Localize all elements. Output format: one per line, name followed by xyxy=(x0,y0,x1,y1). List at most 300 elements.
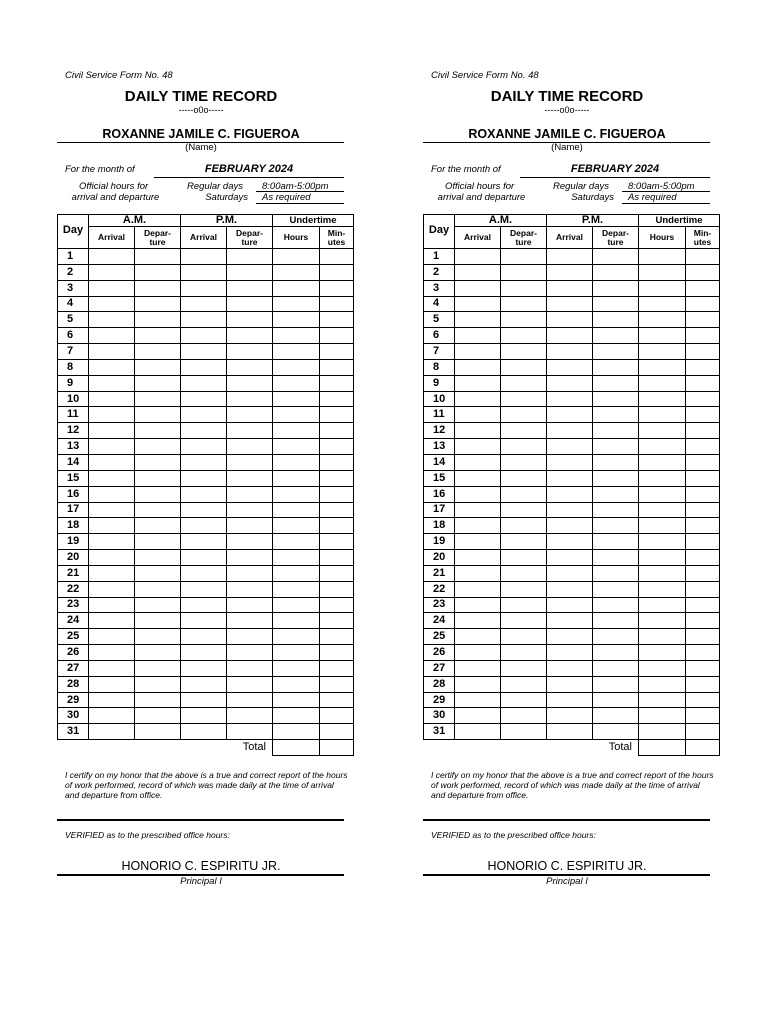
undertime-minutes-cell[interactable] xyxy=(686,312,720,328)
am-departure-cell[interactable] xyxy=(135,359,181,375)
am-departure-cell[interactable] xyxy=(135,597,181,613)
undertime-hours-cell[interactable] xyxy=(273,375,320,391)
undertime-hours-cell[interactable] xyxy=(639,565,686,581)
undertime-minutes-cell[interactable] xyxy=(686,676,720,692)
am-arrival-cell[interactable] xyxy=(455,486,501,502)
am-arrival-cell[interactable] xyxy=(455,264,501,280)
am-arrival-cell[interactable] xyxy=(455,565,501,581)
undertime-hours-cell[interactable] xyxy=(273,724,320,740)
am-departure-cell[interactable] xyxy=(501,534,547,550)
am-arrival-cell[interactable] xyxy=(89,391,135,407)
undertime-minutes-cell[interactable] xyxy=(686,296,720,312)
undertime-minutes-cell[interactable] xyxy=(320,407,354,423)
am-departure-cell[interactable] xyxy=(501,645,547,661)
am-departure-cell[interactable] xyxy=(501,280,547,296)
pm-departure-cell[interactable] xyxy=(593,344,639,360)
pm-arrival-cell[interactable] xyxy=(547,502,593,518)
undertime-minutes-cell[interactable] xyxy=(686,724,720,740)
pm-departure-cell[interactable] xyxy=(593,708,639,724)
am-arrival-cell[interactable] xyxy=(455,692,501,708)
am-arrival-cell[interactable] xyxy=(89,629,135,645)
am-arrival-cell[interactable] xyxy=(455,660,501,676)
undertime-minutes-cell[interactable] xyxy=(320,518,354,534)
pm-arrival-cell[interactable] xyxy=(547,613,593,629)
am-arrival-cell[interactable] xyxy=(89,439,135,455)
pm-arrival-cell[interactable] xyxy=(181,660,227,676)
am-departure-cell[interactable] xyxy=(501,375,547,391)
pm-departure-cell[interactable] xyxy=(593,264,639,280)
undertime-hours-cell[interactable] xyxy=(273,391,320,407)
am-arrival-cell[interactable] xyxy=(455,597,501,613)
pm-arrival-cell[interactable] xyxy=(547,391,593,407)
am-arrival-cell[interactable] xyxy=(89,724,135,740)
am-departure-cell[interactable] xyxy=(135,423,181,439)
pm-arrival-cell[interactable] xyxy=(181,407,227,423)
pm-arrival-cell[interactable] xyxy=(181,581,227,597)
undertime-hours-cell[interactable] xyxy=(273,692,320,708)
undertime-hours-cell[interactable] xyxy=(273,629,320,645)
pm-arrival-cell[interactable] xyxy=(181,454,227,470)
pm-departure-cell[interactable] xyxy=(227,391,273,407)
am-departure-cell[interactable] xyxy=(135,645,181,661)
pm-arrival-cell[interactable] xyxy=(547,692,593,708)
am-departure-cell[interactable] xyxy=(501,486,547,502)
undertime-hours-cell[interactable] xyxy=(639,391,686,407)
am-arrival-cell[interactable] xyxy=(89,534,135,550)
pm-arrival-cell[interactable] xyxy=(547,264,593,280)
undertime-hours-cell[interactable] xyxy=(639,375,686,391)
pm-departure-cell[interactable] xyxy=(593,486,639,502)
pm-departure-cell[interactable] xyxy=(593,550,639,566)
am-departure-cell[interactable] xyxy=(501,724,547,740)
undertime-hours-cell[interactable] xyxy=(273,312,320,328)
pm-departure-cell[interactable] xyxy=(227,645,273,661)
pm-arrival-cell[interactable] xyxy=(181,439,227,455)
pm-arrival-cell[interactable] xyxy=(181,249,227,265)
am-arrival-cell[interactable] xyxy=(89,597,135,613)
undertime-minutes-cell[interactable] xyxy=(320,660,354,676)
pm-departure-cell[interactable] xyxy=(227,660,273,676)
am-arrival-cell[interactable] xyxy=(455,375,501,391)
undertime-hours-cell[interactable] xyxy=(639,470,686,486)
pm-departure-cell[interactable] xyxy=(227,486,273,502)
undertime-minutes-cell[interactable] xyxy=(320,328,354,344)
pm-arrival-cell[interactable] xyxy=(181,423,227,439)
am-departure-cell[interactable] xyxy=(501,439,547,455)
pm-departure-cell[interactable] xyxy=(593,423,639,439)
undertime-minutes-cell[interactable] xyxy=(320,613,354,629)
undertime-hours-cell[interactable] xyxy=(639,328,686,344)
am-arrival-cell[interactable] xyxy=(89,581,135,597)
pm-arrival-cell[interactable] xyxy=(547,359,593,375)
pm-arrival-cell[interactable] xyxy=(547,439,593,455)
am-arrival-cell[interactable] xyxy=(89,518,135,534)
pm-departure-cell[interactable] xyxy=(593,518,639,534)
am-departure-cell[interactable] xyxy=(135,565,181,581)
undertime-minutes-cell[interactable] xyxy=(320,581,354,597)
pm-departure-cell[interactable] xyxy=(593,645,639,661)
am-arrival-cell[interactable] xyxy=(89,296,135,312)
pm-departure-cell[interactable] xyxy=(227,581,273,597)
pm-arrival-cell[interactable] xyxy=(547,708,593,724)
pm-arrival-cell[interactable] xyxy=(181,534,227,550)
pm-departure-cell[interactable] xyxy=(227,550,273,566)
pm-arrival-cell[interactable] xyxy=(547,534,593,550)
pm-departure-cell[interactable] xyxy=(227,613,273,629)
pm-arrival-cell[interactable] xyxy=(181,486,227,502)
pm-departure-cell[interactable] xyxy=(227,724,273,740)
undertime-hours-cell[interactable] xyxy=(639,486,686,502)
pm-arrival-cell[interactable] xyxy=(547,470,593,486)
undertime-hours-cell[interactable] xyxy=(273,645,320,661)
total-minutes-cell[interactable] xyxy=(686,740,720,756)
undertime-hours-cell[interactable] xyxy=(273,550,320,566)
undertime-minutes-cell[interactable] xyxy=(686,328,720,344)
pm-departure-cell[interactable] xyxy=(593,581,639,597)
undertime-hours-cell[interactable] xyxy=(639,407,686,423)
am-departure-cell[interactable] xyxy=(135,534,181,550)
pm-arrival-cell[interactable] xyxy=(547,486,593,502)
undertime-minutes-cell[interactable] xyxy=(320,534,354,550)
pm-departure-cell[interactable] xyxy=(227,565,273,581)
undertime-minutes-cell[interactable] xyxy=(686,470,720,486)
undertime-minutes-cell[interactable] xyxy=(320,454,354,470)
am-departure-cell[interactable] xyxy=(501,676,547,692)
undertime-minutes-cell[interactable] xyxy=(686,550,720,566)
undertime-minutes-cell[interactable] xyxy=(686,486,720,502)
pm-arrival-cell[interactable] xyxy=(181,502,227,518)
undertime-hours-cell[interactable] xyxy=(273,280,320,296)
am-arrival-cell[interactable] xyxy=(455,724,501,740)
pm-arrival-cell[interactable] xyxy=(181,328,227,344)
am-arrival-cell[interactable] xyxy=(89,454,135,470)
am-arrival-cell[interactable] xyxy=(455,312,501,328)
am-departure-cell[interactable] xyxy=(501,660,547,676)
pm-arrival-cell[interactable] xyxy=(181,613,227,629)
pm-arrival-cell[interactable] xyxy=(547,565,593,581)
undertime-hours-cell[interactable] xyxy=(273,597,320,613)
undertime-minutes-cell[interactable] xyxy=(686,502,720,518)
pm-arrival-cell[interactable] xyxy=(181,470,227,486)
pm-arrival-cell[interactable] xyxy=(181,676,227,692)
undertime-hours-cell[interactable] xyxy=(273,470,320,486)
pm-departure-cell[interactable] xyxy=(593,296,639,312)
pm-arrival-cell[interactable] xyxy=(181,344,227,360)
pm-departure-cell[interactable] xyxy=(227,470,273,486)
am-arrival-cell[interactable] xyxy=(89,423,135,439)
undertime-hours-cell[interactable] xyxy=(273,407,320,423)
undertime-minutes-cell[interactable] xyxy=(320,249,354,265)
am-departure-cell[interactable] xyxy=(501,613,547,629)
undertime-minutes-cell[interactable] xyxy=(686,439,720,455)
pm-arrival-cell[interactable] xyxy=(547,423,593,439)
am-departure-cell[interactable] xyxy=(135,502,181,518)
pm-departure-cell[interactable] xyxy=(593,328,639,344)
am-arrival-cell[interactable] xyxy=(89,407,135,423)
undertime-hours-cell[interactable] xyxy=(273,423,320,439)
undertime-minutes-cell[interactable] xyxy=(686,454,720,470)
am-departure-cell[interactable] xyxy=(501,312,547,328)
pm-arrival-cell[interactable] xyxy=(547,676,593,692)
am-arrival-cell[interactable] xyxy=(455,470,501,486)
am-arrival-cell[interactable] xyxy=(89,312,135,328)
am-departure-cell[interactable] xyxy=(501,296,547,312)
am-departure-cell[interactable] xyxy=(135,249,181,265)
am-arrival-cell[interactable] xyxy=(89,660,135,676)
am-arrival-cell[interactable] xyxy=(455,328,501,344)
undertime-hours-cell[interactable] xyxy=(273,676,320,692)
am-arrival-cell[interactable] xyxy=(455,518,501,534)
undertime-hours-cell[interactable] xyxy=(273,581,320,597)
am-departure-cell[interactable] xyxy=(501,470,547,486)
pm-departure-cell[interactable] xyxy=(227,249,273,265)
am-departure-cell[interactable] xyxy=(135,708,181,724)
am-departure-cell[interactable] xyxy=(501,454,547,470)
pm-departure-cell[interactable] xyxy=(227,264,273,280)
am-departure-cell[interactable] xyxy=(501,597,547,613)
pm-departure-cell[interactable] xyxy=(227,407,273,423)
am-arrival-cell[interactable] xyxy=(89,613,135,629)
undertime-hours-cell[interactable] xyxy=(273,296,320,312)
am-departure-cell[interactable] xyxy=(135,724,181,740)
undertime-minutes-cell[interactable] xyxy=(320,312,354,328)
undertime-hours-cell[interactable] xyxy=(639,264,686,280)
pm-departure-cell[interactable] xyxy=(227,296,273,312)
pm-arrival-cell[interactable] xyxy=(547,550,593,566)
undertime-minutes-cell[interactable] xyxy=(686,518,720,534)
undertime-minutes-cell[interactable] xyxy=(686,280,720,296)
am-departure-cell[interactable] xyxy=(501,581,547,597)
undertime-minutes-cell[interactable] xyxy=(686,692,720,708)
undertime-minutes-cell[interactable] xyxy=(320,724,354,740)
am-arrival-cell[interactable] xyxy=(455,534,501,550)
am-departure-cell[interactable] xyxy=(501,249,547,265)
am-departure-cell[interactable] xyxy=(135,613,181,629)
pm-departure-cell[interactable] xyxy=(593,312,639,328)
undertime-minutes-cell[interactable] xyxy=(686,645,720,661)
am-arrival-cell[interactable] xyxy=(89,375,135,391)
undertime-hours-cell[interactable] xyxy=(273,359,320,375)
pm-arrival-cell[interactable] xyxy=(181,629,227,645)
am-arrival-cell[interactable] xyxy=(89,359,135,375)
am-departure-cell[interactable] xyxy=(135,391,181,407)
undertime-hours-cell[interactable] xyxy=(639,645,686,661)
undertime-hours-cell[interactable] xyxy=(273,249,320,265)
am-arrival-cell[interactable] xyxy=(89,264,135,280)
am-departure-cell[interactable] xyxy=(135,280,181,296)
pm-arrival-cell[interactable] xyxy=(181,296,227,312)
undertime-hours-cell[interactable] xyxy=(639,581,686,597)
undertime-minutes-cell[interactable] xyxy=(320,391,354,407)
am-arrival-cell[interactable] xyxy=(455,280,501,296)
undertime-hours-cell[interactable] xyxy=(639,359,686,375)
pm-arrival-cell[interactable] xyxy=(547,645,593,661)
pm-arrival-cell[interactable] xyxy=(547,629,593,645)
pm-departure-cell[interactable] xyxy=(593,470,639,486)
pm-departure-cell[interactable] xyxy=(227,280,273,296)
undertime-minutes-cell[interactable] xyxy=(686,391,720,407)
am-departure-cell[interactable] xyxy=(135,518,181,534)
undertime-hours-cell[interactable] xyxy=(639,249,686,265)
am-departure-cell[interactable] xyxy=(135,407,181,423)
undertime-minutes-cell[interactable] xyxy=(320,280,354,296)
undertime-minutes-cell[interactable] xyxy=(686,565,720,581)
pm-arrival-cell[interactable] xyxy=(181,312,227,328)
am-departure-cell[interactable] xyxy=(135,550,181,566)
am-arrival-cell[interactable] xyxy=(89,280,135,296)
am-departure-cell[interactable] xyxy=(501,264,547,280)
pm-departure-cell[interactable] xyxy=(227,312,273,328)
undertime-hours-cell[interactable] xyxy=(273,439,320,455)
am-departure-cell[interactable] xyxy=(135,375,181,391)
pm-arrival-cell[interactable] xyxy=(547,454,593,470)
undertime-hours-cell[interactable] xyxy=(639,312,686,328)
undertime-minutes-cell[interactable] xyxy=(686,613,720,629)
pm-departure-cell[interactable] xyxy=(593,439,639,455)
undertime-hours-cell[interactable] xyxy=(639,439,686,455)
undertime-minutes-cell[interactable] xyxy=(320,597,354,613)
pm-departure-cell[interactable] xyxy=(227,454,273,470)
undertime-hours-cell[interactable] xyxy=(639,629,686,645)
pm-arrival-cell[interactable] xyxy=(547,724,593,740)
am-departure-cell[interactable] xyxy=(501,502,547,518)
am-arrival-cell[interactable] xyxy=(455,359,501,375)
pm-departure-cell[interactable] xyxy=(593,724,639,740)
undertime-hours-cell[interactable] xyxy=(273,518,320,534)
undertime-hours-cell[interactable] xyxy=(273,264,320,280)
pm-departure-cell[interactable] xyxy=(227,375,273,391)
pm-departure-cell[interactable] xyxy=(593,249,639,265)
pm-departure-cell[interactable] xyxy=(227,629,273,645)
pm-departure-cell[interactable] xyxy=(593,565,639,581)
pm-departure-cell[interactable] xyxy=(227,359,273,375)
am-departure-cell[interactable] xyxy=(135,581,181,597)
pm-departure-cell[interactable] xyxy=(593,502,639,518)
undertime-hours-cell[interactable] xyxy=(273,344,320,360)
pm-departure-cell[interactable] xyxy=(593,660,639,676)
pm-arrival-cell[interactable] xyxy=(547,249,593,265)
am-departure-cell[interactable] xyxy=(501,708,547,724)
pm-arrival-cell[interactable] xyxy=(181,375,227,391)
am-departure-cell[interactable] xyxy=(135,629,181,645)
pm-departure-cell[interactable] xyxy=(227,423,273,439)
pm-departure-cell[interactable] xyxy=(227,676,273,692)
pm-departure-cell[interactable] xyxy=(593,597,639,613)
pm-arrival-cell[interactable] xyxy=(547,328,593,344)
total-minutes-cell[interactable] xyxy=(320,740,354,756)
undertime-minutes-cell[interactable] xyxy=(320,486,354,502)
pm-arrival-cell[interactable] xyxy=(547,407,593,423)
pm-arrival-cell[interactable] xyxy=(181,692,227,708)
undertime-hours-cell[interactable] xyxy=(273,502,320,518)
am-departure-cell[interactable] xyxy=(501,359,547,375)
undertime-hours-cell[interactable] xyxy=(639,550,686,566)
undertime-hours-cell[interactable] xyxy=(639,708,686,724)
am-arrival-cell[interactable] xyxy=(89,486,135,502)
am-departure-cell[interactable] xyxy=(135,676,181,692)
undertime-minutes-cell[interactable] xyxy=(320,359,354,375)
am-departure-cell[interactable] xyxy=(501,423,547,439)
total-hours-cell[interactable] xyxy=(273,740,320,756)
am-arrival-cell[interactable] xyxy=(89,550,135,566)
undertime-minutes-cell[interactable] xyxy=(686,359,720,375)
am-departure-cell[interactable] xyxy=(501,328,547,344)
total-hours-cell[interactable] xyxy=(639,740,686,756)
pm-departure-cell[interactable] xyxy=(227,439,273,455)
pm-departure-cell[interactable] xyxy=(227,708,273,724)
undertime-minutes-cell[interactable] xyxy=(686,264,720,280)
undertime-hours-cell[interactable] xyxy=(639,280,686,296)
am-departure-cell[interactable] xyxy=(501,344,547,360)
undertime-minutes-cell[interactable] xyxy=(686,407,720,423)
am-arrival-cell[interactable] xyxy=(455,391,501,407)
am-departure-cell[interactable] xyxy=(135,486,181,502)
am-arrival-cell[interactable] xyxy=(89,692,135,708)
pm-arrival-cell[interactable] xyxy=(181,597,227,613)
undertime-hours-cell[interactable] xyxy=(273,660,320,676)
pm-departure-cell[interactable] xyxy=(227,518,273,534)
undertime-hours-cell[interactable] xyxy=(273,613,320,629)
am-arrival-cell[interactable] xyxy=(455,581,501,597)
am-arrival-cell[interactable] xyxy=(455,613,501,629)
undertime-hours-cell[interactable] xyxy=(639,724,686,740)
am-arrival-cell[interactable] xyxy=(455,550,501,566)
undertime-minutes-cell[interactable] xyxy=(686,597,720,613)
am-arrival-cell[interactable] xyxy=(455,645,501,661)
undertime-minutes-cell[interactable] xyxy=(320,676,354,692)
undertime-hours-cell[interactable] xyxy=(639,597,686,613)
am-arrival-cell[interactable] xyxy=(89,470,135,486)
am-departure-cell[interactable] xyxy=(135,312,181,328)
pm-arrival-cell[interactable] xyxy=(547,296,593,312)
pm-arrival-cell[interactable] xyxy=(181,359,227,375)
am-departure-cell[interactable] xyxy=(135,470,181,486)
pm-departure-cell[interactable] xyxy=(593,692,639,708)
am-arrival-cell[interactable] xyxy=(89,708,135,724)
undertime-hours-cell[interactable] xyxy=(273,328,320,344)
am-arrival-cell[interactable] xyxy=(89,249,135,265)
am-arrival-cell[interactable] xyxy=(89,328,135,344)
am-arrival-cell[interactable] xyxy=(89,502,135,518)
undertime-minutes-cell[interactable] xyxy=(686,629,720,645)
am-arrival-cell[interactable] xyxy=(455,502,501,518)
undertime-minutes-cell[interactable] xyxy=(320,423,354,439)
pm-arrival-cell[interactable] xyxy=(547,597,593,613)
undertime-minutes-cell[interactable] xyxy=(320,470,354,486)
undertime-hours-cell[interactable] xyxy=(639,613,686,629)
am-departure-cell[interactable] xyxy=(135,692,181,708)
am-departure-cell[interactable] xyxy=(135,344,181,360)
am-departure-cell[interactable] xyxy=(501,550,547,566)
undertime-hours-cell[interactable] xyxy=(639,454,686,470)
pm-arrival-cell[interactable] xyxy=(547,518,593,534)
pm-arrival-cell[interactable] xyxy=(547,375,593,391)
undertime-minutes-cell[interactable] xyxy=(320,565,354,581)
undertime-hours-cell[interactable] xyxy=(639,660,686,676)
am-arrival-cell[interactable] xyxy=(455,423,501,439)
pm-arrival-cell[interactable] xyxy=(181,264,227,280)
undertime-hours-cell[interactable] xyxy=(639,296,686,312)
am-departure-cell[interactable] xyxy=(135,454,181,470)
am-arrival-cell[interactable] xyxy=(89,645,135,661)
am-arrival-cell[interactable] xyxy=(455,454,501,470)
pm-arrival-cell[interactable] xyxy=(181,391,227,407)
pm-departure-cell[interactable] xyxy=(593,534,639,550)
am-departure-cell[interactable] xyxy=(501,565,547,581)
pm-arrival-cell[interactable] xyxy=(181,518,227,534)
am-arrival-cell[interactable] xyxy=(89,344,135,360)
am-arrival-cell[interactable] xyxy=(455,629,501,645)
